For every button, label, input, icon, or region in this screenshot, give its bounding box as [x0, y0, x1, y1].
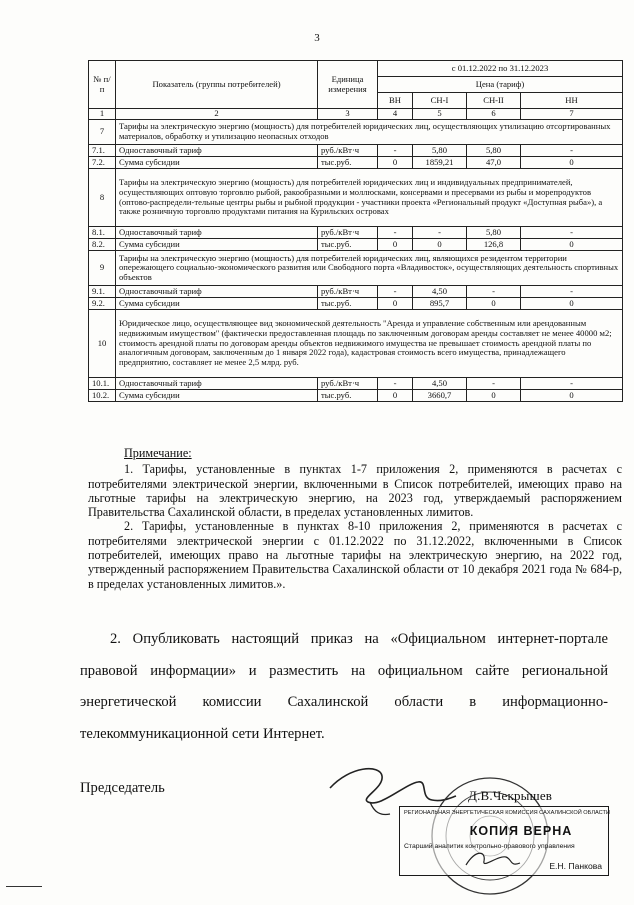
stamp-signature [462, 847, 522, 871]
table-row [89, 227, 623, 239]
index-cell: 1 [89, 109, 116, 120]
footer-divider [6, 886, 42, 887]
header-period: с 01.12.2022 по 31.12.2023 [378, 61, 623, 77]
value-sn2: 0 [467, 390, 521, 402]
publish-paragraph: 2. Опубликовать настоящий приказ на «Официальном интернет-портале правовой информации» и разместить на официальном сайте региональной энергетической комиссии Сахалинской области в информационно-телекоммуникационной сети Интернет. [80, 631, 608, 742]
table-row [89, 298, 623, 310]
table-row [89, 145, 623, 157]
value-sn1: 0 [413, 239, 467, 251]
copy-certified-stamp [399, 806, 609, 876]
index-cell: 6 [467, 109, 521, 120]
value-vn: 0 [378, 298, 413, 310]
value-sn1: 5,80 [413, 145, 467, 157]
row-num: 10 [89, 310, 116, 378]
index-cell: 7 [521, 109, 623, 120]
index-cell: 3 [318, 109, 378, 120]
stamp-title-text: КОПИЯ ВЕРНА [469, 824, 573, 838]
value-nn: 0 [521, 239, 623, 251]
value-sn1: 895,7 [413, 298, 467, 310]
value-vn: - [378, 145, 413, 157]
value-nn: - [521, 145, 623, 157]
note-item: 2. Тарифы, установленные в пунктах 8-10 приложения 2, применяются в расчетах с потребителями электрической энергии с 01.12.2022 по 31.12.2022, включенными в Список потребителей, имеющих право на льготные тарифы на электрическую энергию, на 2022 год, утвержденный распоряжением Правительства Сахалинской области от 10 декабря 2021 года № 684-р, в пределах установленных лимитов.». [88, 519, 622, 591]
value-vn: - [378, 378, 413, 390]
value-sn1: - [413, 227, 467, 239]
row-name: Сумма субсидии [116, 390, 318, 402]
row-name: Одноставочный тариф [116, 227, 318, 239]
row-name: Сумма субсидии [116, 298, 318, 310]
value-vn: 0 [378, 157, 413, 169]
chairman-label: Председатель [80, 780, 165, 796]
chairman-name: Д.В.Чекрышев [468, 788, 553, 803]
header-sn1: СН-I [413, 93, 467, 109]
page-number: 3 [314, 32, 320, 44]
value-sn2: 126,8 [467, 239, 521, 251]
value-sn2: - [467, 378, 521, 390]
row-num: 7 [89, 120, 116, 145]
header-unit: Единица измерения [318, 61, 378, 109]
table-row [89, 239, 623, 251]
value-sn1: 4,50 [413, 286, 467, 298]
row-num: 9.1. [89, 286, 116, 298]
value-nn: - [521, 227, 623, 239]
table-row [89, 120, 623, 145]
stamp-title [400, 824, 608, 838]
row-num: 7.2. [89, 157, 116, 169]
value-nn: 0 [521, 157, 623, 169]
row-num: 8.2. [89, 239, 116, 251]
value-sn1: 1859,21 [413, 157, 467, 169]
row-num: 7.1. [89, 145, 116, 157]
row-name: Сумма субсидии [116, 239, 318, 251]
row-unit: руб./кВт·ч [318, 227, 378, 239]
header-nn: НН [521, 93, 623, 109]
row-unit: тыс.руб. [318, 157, 378, 169]
index-cell: 5 [413, 109, 467, 120]
header-vn: ВН [378, 93, 413, 109]
row-num: 9 [89, 251, 116, 286]
header-num: № п/п [89, 61, 116, 109]
row-num: 8 [89, 169, 116, 227]
table-row [89, 251, 623, 286]
row-unit: руб./кВт·ч [318, 286, 378, 298]
header-price: Цена (тариф) [378, 77, 623, 93]
table-row [89, 390, 623, 402]
value-vn: 0 [378, 239, 413, 251]
row-unit: тыс.руб. [318, 390, 378, 402]
value-sn2: 0 [467, 298, 521, 310]
tariff-table [88, 60, 623, 402]
value-nn: 0 [521, 298, 623, 310]
note-item: 1. Тарифы, установленные в пунктах 1-7 приложения 2, применяются в расчетах с потребителями электрической энергии, включенными в Список потребителей, имеющих право на льготные тарифы на электрическую энергию, на 2023 год, утверждаемый распоряжением Правительства Сахалинской области, в пределах установленных лимитов. [88, 462, 622, 520]
value-vn: 0 [378, 390, 413, 402]
value-sn2: 5,80 [467, 145, 521, 157]
row-name: Сумма субсидии [116, 157, 318, 169]
row-name: Одноставочный тариф [116, 145, 318, 157]
stamp-organization: РЕГИОНАЛЬНАЯ ЭНЕРГЕТИЧЕСКАЯ КОМИССИЯ САХАЛИНСКОЙ ОБЛАСТИ [404, 810, 610, 816]
row-description: Тарифы на электрическую энергию (мощность) для потребителей юридических лиц, осуществляющих утилизацию отсортированных материалов, обработку и утилизацию неопасных отходов [116, 120, 623, 145]
value-nn: - [521, 286, 623, 298]
value-sn1: 4,50 [413, 378, 467, 390]
value-vn: - [378, 286, 413, 298]
stamp-signer-name: Е.Н. Панкова [549, 861, 602, 871]
publish-paragraph-block [80, 624, 608, 750]
row-unit: тыс.руб. [318, 298, 378, 310]
table-row [89, 286, 623, 298]
row-unit: тыс.руб. [318, 239, 378, 251]
row-num: 8.1. [89, 227, 116, 239]
table-row [89, 169, 623, 227]
row-description: Тарифы на электрическую энергию (мощность) для потребителей юридических лиц, являющихся резидентом территории опережающего социально-экономического развития или Свободного порта «Владивосток», осуществляющих деятельность спортивных объектов [116, 251, 623, 286]
table-row [89, 157, 623, 169]
value-sn2: 5,80 [467, 227, 521, 239]
value-sn2: - [467, 286, 521, 298]
notes-section [88, 446, 622, 591]
row-description: Тарифы на электрическую энергию (мощность) для потребителей юридических лиц и индивидуальных предпринимателей, осуществляющих оптовую торговлю рыбой, ракообразными и моллюсками, консервами и пресервами из рыбы и морепродуктов (оптово-распредели-тельные центры рыбы и рыбной продукции - участники проекта «Региональный продукт «Доступная рыба»), а также розничную торговлю продуктами питания на Курильских островах [116, 169, 623, 227]
value-vn: - [378, 227, 413, 239]
row-name: Одноставочный тариф [116, 378, 318, 390]
table-row [89, 378, 623, 390]
row-name: Одноставочный тариф [116, 286, 318, 298]
row-num: 9.2. [89, 298, 116, 310]
value-nn: - [521, 378, 623, 390]
row-num: 10.1. [89, 378, 116, 390]
index-cell: 2 [116, 109, 318, 120]
value-sn2: 47,0 [467, 157, 521, 169]
value-sn1: 3660,7 [413, 390, 467, 402]
header-sn2: СН-II [467, 93, 521, 109]
row-num: 10.2. [89, 390, 116, 402]
value-nn: 0 [521, 390, 623, 402]
row-unit: руб./кВт·ч [318, 378, 378, 390]
notes-title: Примечание: [124, 446, 192, 460]
row-description: Юридическое лицо, осуществляющее вид экономической деятельность "Аренда и управление собственным или арендованным недвижимым имуществом" (фактически предоставленная площадь по заключенным договорам аренды составляет не менее 40000 м2; стоимость арендной платы по договорам аренды объектов недвижимого имущества не превышает стоимость арендной платы по аналогичным договорам, заключенным до 1 января 2022 года), кадастровая стоимость всего имущества, принадлежащего предприятию, составляет не менее 2,5 млрд. руб. [116, 310, 623, 378]
header-indicator: Показатель (группы потребителей) [116, 61, 318, 109]
stamp-role: Старший аналитик контрольно-правового управления [404, 843, 575, 850]
index-cell: 4 [378, 109, 413, 120]
row-unit: руб./кВт·ч [318, 145, 378, 157]
table-row [89, 310, 623, 378]
